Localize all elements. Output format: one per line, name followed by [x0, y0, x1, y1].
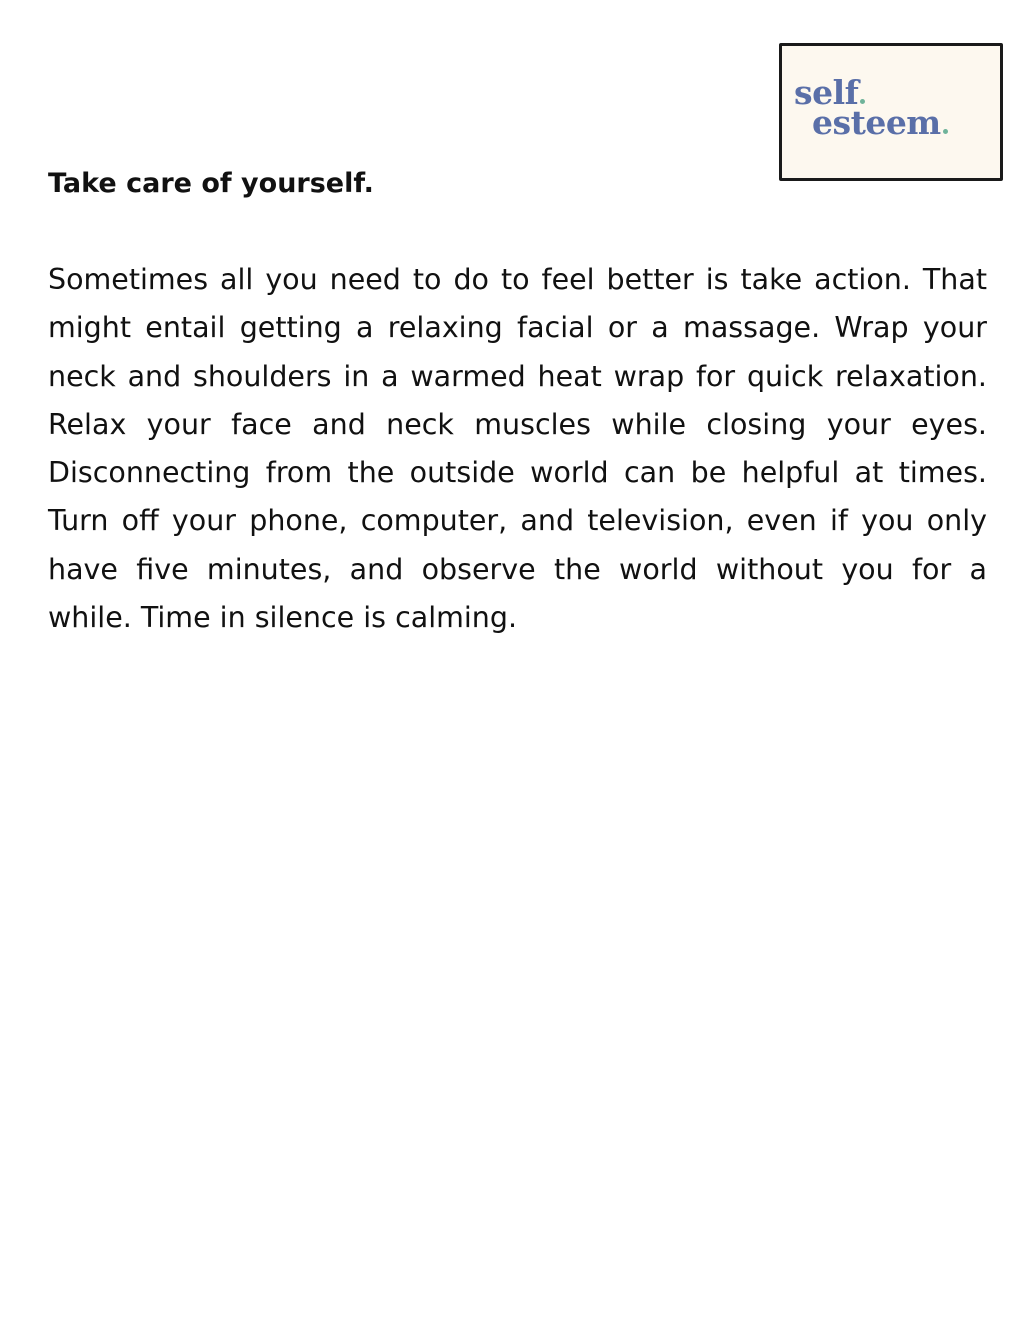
logo-word-esteem	[812, 103, 948, 142]
logo-word-self-text: self	[794, 73, 859, 112]
logo-dot-icon	[943, 129, 948, 134]
self-esteem-logo	[779, 43, 1003, 181]
section-body-paragraph: Sometimes all you need to do to feel better is take action. That might entail getting a relaxing facial or a massage. Wrap your neck and shoulders in a warmed heat wrap for quick relaxation. Relax your face and neck muscles while closing your eyes. Disconnecting from the outside world can be helpful at times. Turn off your phone, computer, and television, even if you only have five minutes, and observe the world without you for a while. Time in silence is calming.	[48, 263, 987, 635]
logo-word-esteem-text: esteem	[812, 103, 941, 142]
section-heading: Take care of yourself.	[48, 168, 374, 199]
